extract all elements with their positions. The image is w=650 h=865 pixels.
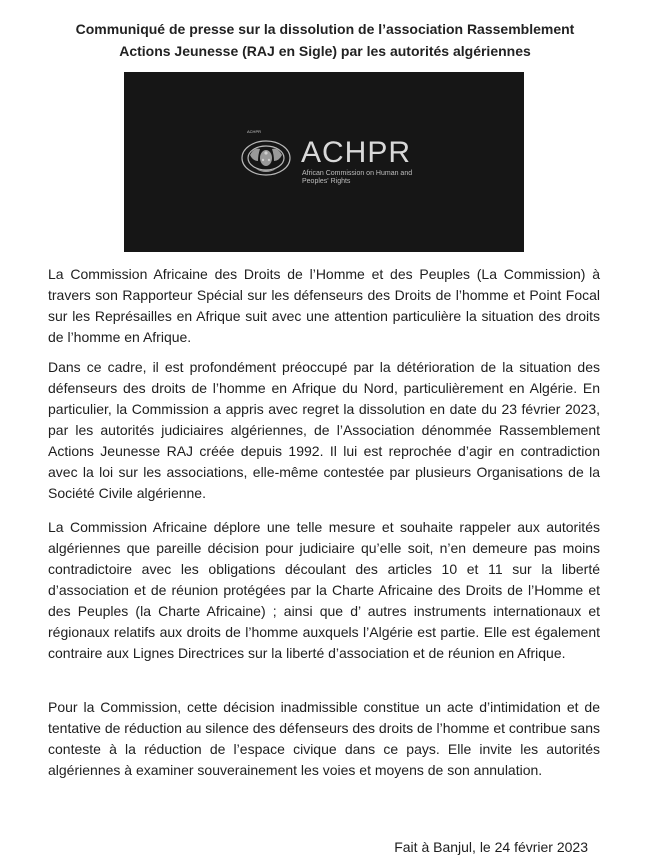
paragraph-2: Dans ce cadre, il est profondément préoccupé par la détérioration de la situation des défenseurs des droits de l’homme en Afrique du Nord, particulièrement en Algérie. En particulier, la Commission a appris avec regret la dissolution en date du 23 février 2023, par les autorités judiciaires algériennes, de l’Association dénommée Rassemblement Actions Jeunesse RAJ créée depuis 1992. Il lui est reprochée d’agir en contradiction avec la loi sur les associations, elle-même contestée par plusieurs Organisations de la Société Civile algérienne. <box>48 359 600 501</box>
achpr-logo-banner <box>124 72 524 252</box>
achpr-wordmark: ACHPR <box>301 136 412 169</box>
paragraph-4: Pour la Commission, cette décision inadmissible constitue un acte d’intimidation et de tentative de réduction au silence des défenseurs des droits de l’homme et contribue sans conteste à la réduction de l’espace civique dans ce pays. Elle invite les autorités algériennes à examiner souverainement les voies et moyens de son annulation. <box>48 699 600 778</box>
achpr-emblem-icon <box>236 131 296 183</box>
paragraph-1: La Commission Africaine des Droits de l’Homme et des Peuples (La Commission) à travers son Rapporteur Spécial sur les défenseurs des Droits de l’homme et Point Focal sur les Représailles en Afrique suit avec une attention particulière la situation des droits de l’homme en Afrique. <box>48 266 600 345</box>
achpr-subtitle: African Commission on Human and Peoples' Rights <box>302 170 413 185</box>
title-line-1: Communiqué de presse sur la dissolution de l’association Rassemblement <box>75 21 575 37</box>
title-line-2: Actions Jeunesse (RAJ en Sigle) par les autorités algériennes <box>119 43 531 59</box>
date-signoff: Fait à Banjul, le 24 février 2023 <box>394 839 588 855</box>
paragraph-3: La Commission Africaine déplore une telle mesure et souhaite rappeler aux autorités algériennes que pareille décision pour judiciaire qu’elle soit, n’en demeure pas moins contradictoire avec les obligations découlant des articles 10 et 11 sur la liberté d’association et de réunion protégées par la Charte Africaine des Droits de l’Homme et des Peuples (la Charte Africaine) ; ainsi que d’ autres instruments internationaux et régionaux relatifs aux droits de l’homme auxquels l’Algérie est partie. Elle est également contraire aux Lignes Directrices sur la liberté d’association et de réunion en Afrique. <box>48 519 600 661</box>
page-title <box>40 18 610 62</box>
emblem-caption: ACHPR <box>247 129 262 134</box>
